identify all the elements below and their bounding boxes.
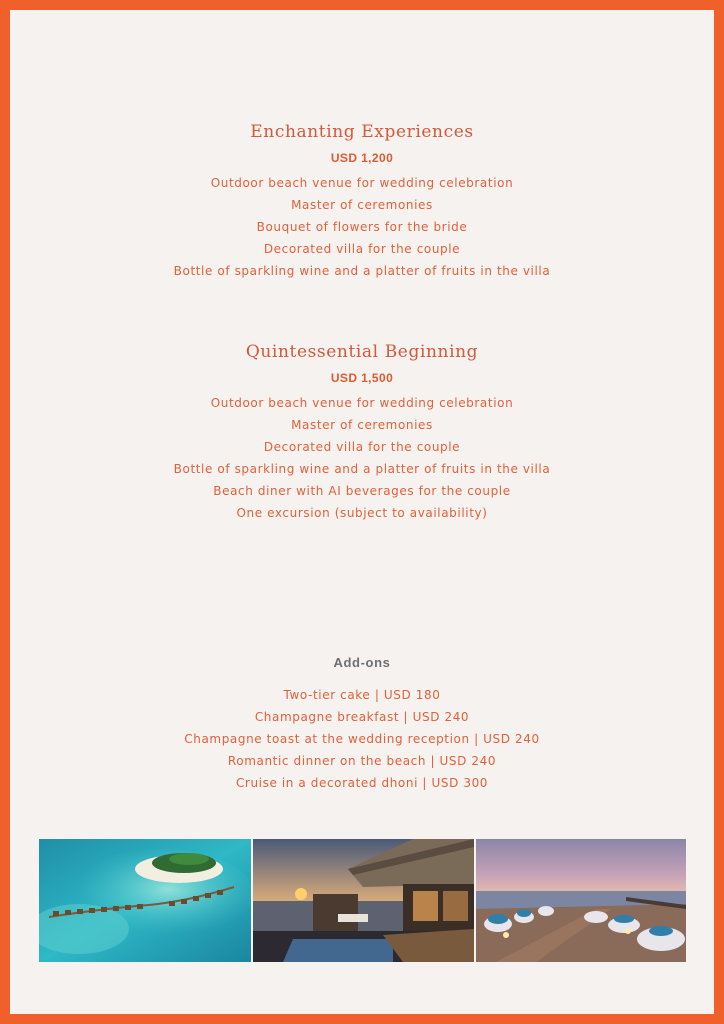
list-item: Beach diner with AI beverages for the couple: [213, 484, 511, 498]
brochure-page: [10, 10, 714, 1014]
list-item: Champagne breakfast | USD 240: [254, 710, 470, 724]
package-quintessential-beginning: [10, 340, 714, 524]
package-price: USD 1,200: [330, 151, 394, 165]
list-item: Master of ceremonies: [291, 198, 433, 212]
list-item: Two-tier cake | USD 180: [283, 688, 441, 702]
list-item: Cruise in a decorated dhoni | USD 300: [235, 776, 489, 790]
list-item: Decorated villa for the couple: [263, 242, 461, 256]
list-item: Outdoor beach venue for wedding celebration: [210, 176, 514, 190]
package-items: [10, 392, 714, 524]
list-item: Bouquet of flowers for the bride: [256, 220, 468, 234]
aerial-island-photo: [39, 839, 251, 962]
package-title: Quintessential Beginning: [245, 342, 479, 362]
list-item: Outdoor beach venue for wedding celebration: [210, 396, 514, 410]
list-item: One excursion (subject to availability): [236, 506, 488, 520]
list-item: Romantic dinner on the beach | USD 240: [227, 754, 497, 768]
sunset-villa-photo: [253, 839, 474, 962]
photo-strip: [39, 839, 686, 962]
list-item: Champagne toast at the wedding reception | USD 240: [184, 732, 540, 746]
package-items: [10, 172, 714, 282]
addons-items: [10, 684, 714, 794]
addons-title: Add-ons: [333, 655, 391, 670]
list-item: Bottle of sparkling wine and a platter of fruits in the villa: [173, 264, 551, 278]
addons-section: [10, 654, 714, 794]
list-item: Decorated villa for the couple: [263, 440, 461, 454]
sunset-deck-photo: [476, 839, 686, 962]
package-enchanting-experiences: [10, 120, 714, 282]
list-item: Bottle of sparkling wine and a platter of fruits in the villa: [173, 462, 551, 476]
package-title: Enchanting Experiences: [250, 122, 474, 142]
package-price: USD 1,500: [330, 371, 394, 385]
list-item: Master of ceremonies: [291, 418, 433, 432]
